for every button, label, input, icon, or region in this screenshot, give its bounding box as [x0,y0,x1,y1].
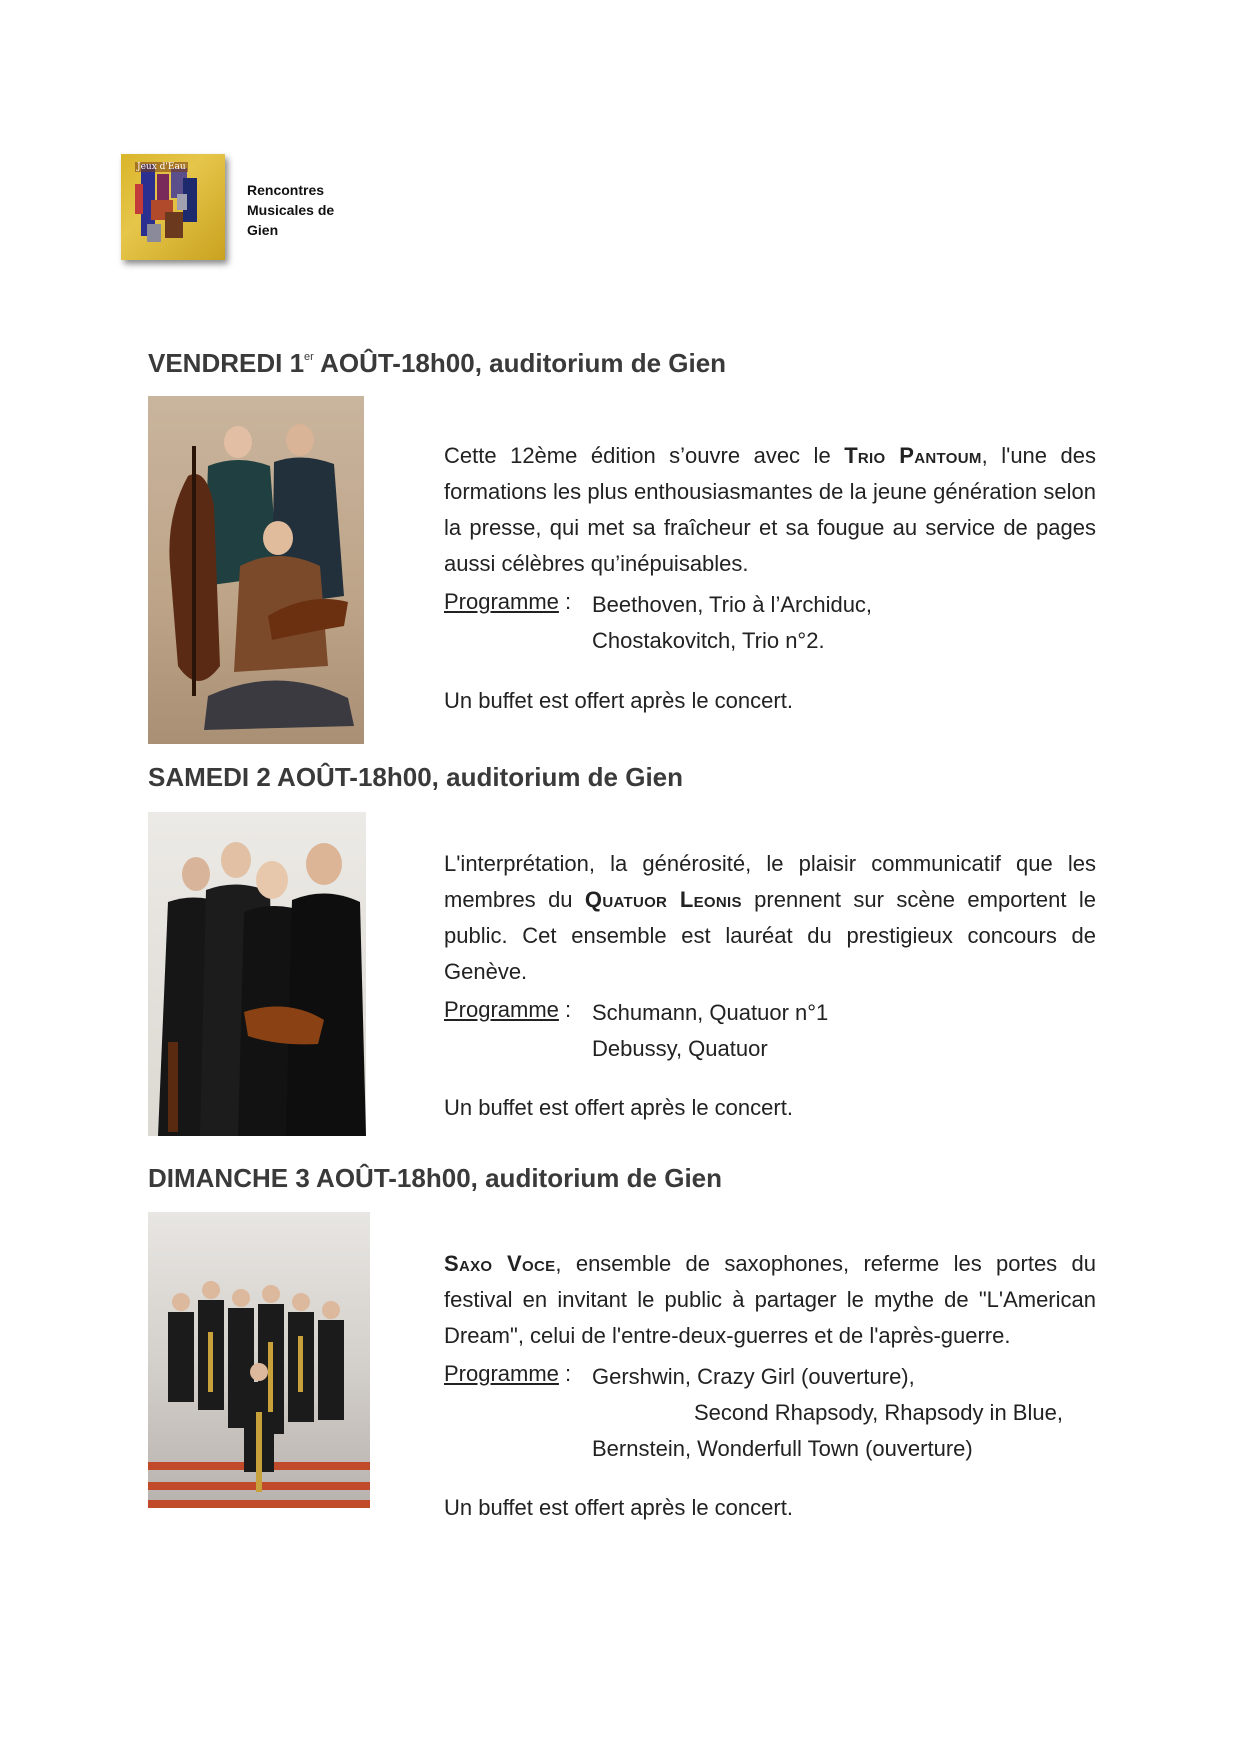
organization-name: Rencontres Musicales de Gien [247,182,335,238]
event-1-programme-line-1: Beethoven, Trio à l’Archiduc, [592,592,873,617]
event-2-programme-line-2: Debussy, Quatuor [592,1036,768,1061]
event-1-description: Cette 12ème édition s’ouvre avec le Trio Pantoum, l'une des formations les plus enthousiasmantes de la jeune génération selon la presse, qui met sa fraîcheur et sa fougue au service de pages aussi célèbres qu’inépuisables. [444,443,1096,576]
event-3-buffet-note: Un buffet est offert après le concert. [444,1495,793,1520]
logo-wordmark: Jeux d'Eau [137,162,186,172]
event-1-programme-label: Programme : [444,589,572,614]
event-1-programme-line-2: Chostakovitch, Trio n°2. [592,628,825,653]
event-1-buffet-note: Un buffet est offert après le concert. [444,688,793,713]
event-2-description: L'interprétation, la générosité, le plaisir communicatif que les membres du Quatuor Leonis prennent sur scène emportent le public. Cet ensemble est lauréat du prestigieux concours de Genève. [444,851,1096,984]
event-3-programme-line-2: Second Rhapsody, Rhapsody in Blue, [694,1400,1063,1425]
event-2-buffet-note: Un buffet est offert après le concert. [444,1095,793,1120]
event-2-photo [148,812,366,1136]
saxophone-ensemble-illustration [148,1212,370,1508]
event-3-description: Saxo Voce, ensemble de saxophones, referme les portes du festival en invitant le public à partager le mythe de "L'American Dream", celui de l'entre-deux-guerres et de l'après-guerre. [444,1251,1096,1348]
event-2-programme-label: Programme : [444,997,572,1022]
event-3-title: DIMANCHE 3 AOÛT-18h00, auditorium de Gien [148,1163,723,1193]
quartet-illustration [148,812,366,1136]
event-2-programme-line-1: Schumann, Quatuor n°1 [592,1000,829,1025]
event-3-programme-label: Programme : [444,1361,572,1386]
event-1-title: VENDREDI 1er AOÛT-18h00, auditorium de Gien [148,348,727,378]
event-3-photo [148,1212,370,1508]
event-1-photo [148,396,364,744]
festival-logo [121,154,225,260]
event-2-title: SAMEDI 2 AOÛT-18h00, auditorium de Gien [148,762,684,792]
trio-illustration [148,396,364,744]
ensemble-name: Saxo Voce [444,1251,556,1276]
ensemble-name: Quatuor Leonis [584,887,742,912]
event-3-programme-line-1: Gershwin, Crazy Girl (ouverture), [592,1364,915,1389]
ensemble-name: Trio Pantoum [844,443,982,468]
event-3-programme-line-3: Bernstein, Wonderfull Town (ouverture) [592,1436,973,1461]
